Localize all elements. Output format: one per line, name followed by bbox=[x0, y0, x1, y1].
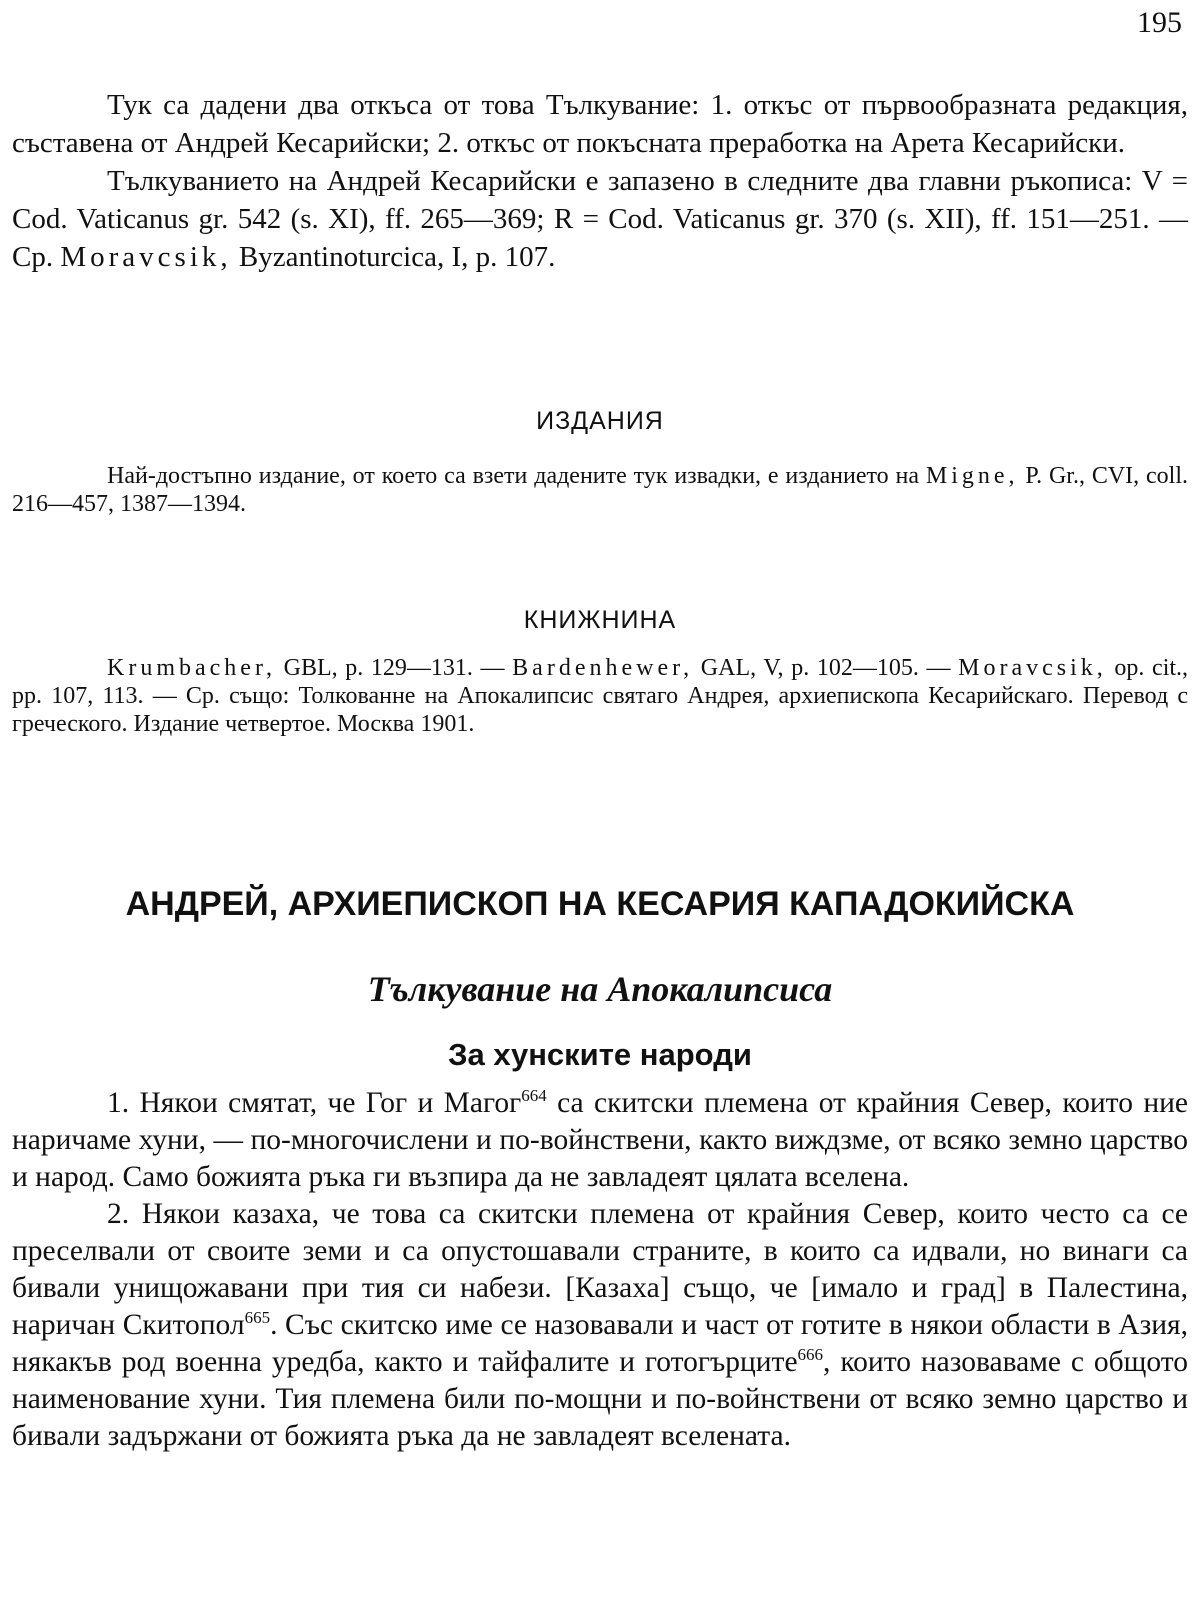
literature-text-2: GAL, V, p. 102—105. — bbox=[700, 655, 951, 681]
editions-paragraph bbox=[12, 462, 1188, 518]
editions-heading: ИЗДАНИЯ bbox=[536, 407, 664, 435]
author-name: Moravcsik, bbox=[60, 241, 232, 273]
body-p1-end: са скитски племена от крайния Север, които ние наричаме хуни, — по-многочислени и по-войнствени, както виждзме, от всяко земно царство и народ. Само божията ръка ги възпира да не завладеят цялата вселена. bbox=[12, 1087, 1188, 1193]
body-p1-start: 1. Някои смятат, че Гог и Магог bbox=[107, 1087, 522, 1119]
section-title: За хунските народи bbox=[448, 1037, 752, 1072]
body-paragraph-1 bbox=[12, 1085, 1188, 1196]
body-section bbox=[12, 1085, 1188, 1455]
literature-text-1: GBL, p. 129—131. — bbox=[283, 655, 505, 681]
author-name: Bardenhewer, bbox=[512, 655, 694, 681]
author-name: Migne, bbox=[925, 463, 1019, 489]
body-p2-start: 2. Някои казаха, че това са скитски племена от крайния Север, които често са се преселвали от своите земи и са опустошавали страните, в които са идвали, но винаги са бивали унищожавани при тия си набези. [Казаха] също, че [имало и град] в Палестина, наричан Скитопол bbox=[12, 1198, 1188, 1341]
author-name: Moravcsik, bbox=[958, 655, 1107, 681]
footnote-ref: 666 bbox=[797, 1345, 824, 1365]
literature-heading: КНИЖНИНА bbox=[523, 606, 677, 634]
body-paragraph-2 bbox=[12, 1196, 1188, 1455]
work-subtitle: Тълкувание на Апокалипсиса bbox=[367, 969, 833, 1009]
intro-section bbox=[12, 86, 1188, 276]
editions-text-start: Най-достъпно издание, от което са взети дадените тук извадки, е изданието на bbox=[107, 463, 920, 489]
footnote-ref: 664 bbox=[521, 1086, 547, 1106]
page-number: 195 bbox=[1137, 6, 1182, 39]
intro-paragraph-2 bbox=[12, 162, 1188, 276]
intro-paragraph-2-end: Byzantinoturcica, I, p. 107. bbox=[238, 241, 556, 273]
intro-paragraph-1: Тук са дадени два откъса от това Тълкувание: 1. откъс от първообразната редакция, съставена от Андрей Кесарийски; 2. откъс от покъсната преработка на Арета Кесарийски. bbox=[12, 89, 1188, 159]
footnote-ref: 665 bbox=[244, 1308, 271, 1328]
editions-text-end: P. Gr., CVI, coll. 216—457, 1387—1394. bbox=[12, 463, 1189, 517]
author-name: Krumbacher, bbox=[107, 655, 276, 681]
literature-section bbox=[12, 654, 1188, 738]
literature-text-3: op. cit., pp. 107, 113. — Ср. също: Толкованне на Апокалипсис святаго Андрея, архиепископа Кесарийскаго. Перевод с греческого. Издание четвертое. Москва 1901. bbox=[12, 655, 1189, 737]
chapter-title: АНДРЕЙ, АРХИЕПИСКОП НА КЕСАРИЯ КАПАДОКИЙСКА bbox=[125, 885, 1075, 923]
editions-section bbox=[12, 462, 1188, 518]
body-p2-end: , които назоваваме с общото наименование хуни. Тия племена били по-мощни и по-войнствени от всяко земно царство и бивали задържани от божията ръка да не завладеят вселената. bbox=[12, 1346, 1188, 1452]
literature-paragraph bbox=[12, 654, 1188, 738]
body-p2-mid: . Със скитско име се назовавали и част от готите в някои области в Азия, някакъв род военна уредба, както и тайфалите и готогърците bbox=[12, 1309, 1188, 1378]
intro-paragraph-2-text: Тълкуванието на Андрей Кесарийски е запазено в следните два главни ръкописа: V = Cod. Vaticanus gr. 542 (s. XI), ff. 265—369; R = Cod. Vaticanus gr. 370 (s. XII), ff. 151—251. — Ср. bbox=[12, 165, 1188, 273]
